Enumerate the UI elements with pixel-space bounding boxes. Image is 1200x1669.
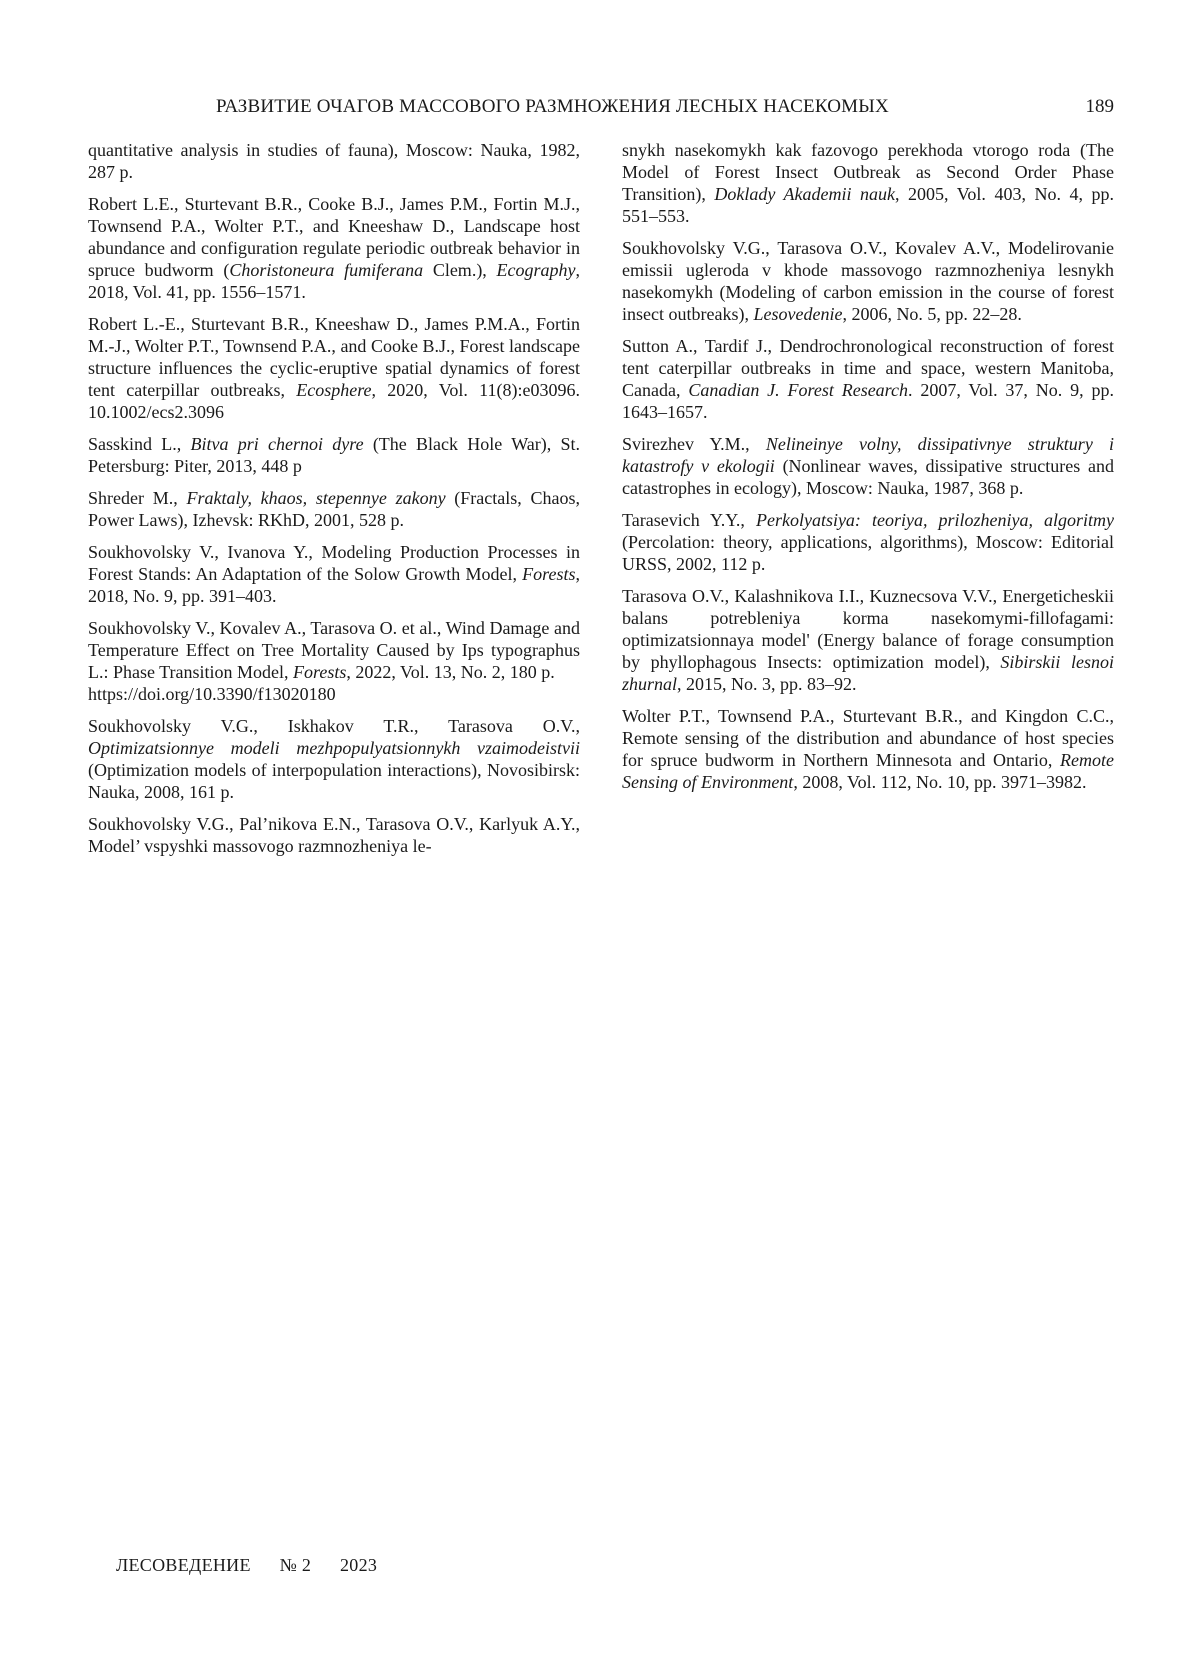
issue-number: № 2 <box>280 1555 312 1575</box>
reference-entry: Sutton A., Tardif J., Dendrochronological reconstruction of forest tent caterpillar outbreaks in time and space, western Manitoba, Canada, Canadian J. Forest Research. 2007, Vol. 37, No. 9, pp. 1643–1657. <box>622 335 1114 423</box>
reference-entry: Soukhovolsky V.G., Pal’nikova E.N., Tarasova O.V., Karlyuk A.Y., Model’ vspyshki massovogo razmnozheniya le- <box>88 813 580 857</box>
left-column <box>88 139 580 867</box>
reference-entry: Tarasevich Y.Y., Perkolyatsiya: teoriya, prilozheniya, algoritmy (Percolation: theory, applications, algorithms), Moscow: Editorial URSS, 2002, 112 p. <box>622 509 1114 575</box>
journal-name: ЛЕСОВЕДЕНИЕ <box>116 1555 251 1575</box>
reference-entry: Robert L.-E., Sturtevant B.R., Kneeshaw D., James P.M.A., Fortin M.-J., Wolter P.T., Townsend P.A., and Cooke B.J., Forest landscape structure influences the cyclic-eruptive spatial dynamics of forest tent caterpillar outbreaks, Ecosphere, 2020, Vol. 11(8):e03096. 10.1002/ecs2.3096 <box>88 313 580 423</box>
reference-entry: Soukhovolsky V.G., Iskhakov T.R., Tarasova O.V., Optimizatsionnye modeli mezhpopulyatsionnykh vzaimodeistvii (Optimization models of interpopulation interactions), Novosibirsk: Nauka, 2008, 161 p. <box>88 715 580 803</box>
reference-entry: Tarasova O.V., Kalashnikova I.I., Kuznecsova V.V., Energeticheskii balans potrebleniya korma nasekomymi-fillofagami: optimizatsionnaya model' (Energy balance of forage consumption by phyllophagous Insects: optimization model), Sibirskii lesnoi zhurnal, 2015, No. 3, pp. 83–92. <box>622 585 1114 695</box>
right-column <box>622 139 1114 803</box>
reference-entry: Svirezhev Y.M., Nelineinye volny, dissipativnye struktury i katastrofy v ekologii (Nonlinear waves, dissipative structures and catastrophes in ecology), Moscow: Nauka, 1987, 368 p. <box>622 433 1114 499</box>
publication-year: 2023 <box>340 1555 377 1575</box>
reference-entry: Robert L.E., Sturtevant B.R., Cooke B.J., James P.M., Fortin M.J., Townsend P.A., Wolter P.T., and Kneeshaw D., Landscape host abundance and configuration regulate periodic outbreak behavior in spruce budworm (Choristoneura fumiferana Clem.), Ecography, 2018, Vol. 41, pp. 1556–1571. <box>88 193 580 303</box>
reference-entry: Soukhovolsky V., Kovalev A., Tarasova O. et al., Wind Damage and Temperature Effect on Tree Mortality Caused by Ips typographus L.: Phase Transition Model, Forests, 2022, Vol. 13, No. 2, 180 p. https://doi.org/10.3390/f13020180 <box>88 617 580 705</box>
reference-entry: snykh nasekomykh kak fazovogo perekhoda vtorogo roda (The Model of Forest Insect Outbreak as Second Order Phase Transition), Doklady Akademii nauk, 2005, Vol. 403, No. 4, pp. 551–553. <box>622 139 1114 227</box>
running-title: РАЗВИТИЕ ОЧАГОВ МАССОВОГО РАЗМНОЖЕНИЯ ЛЕСНЫХ НАСЕКОМЫХ <box>216 96 889 118</box>
reference-entry: Wolter P.T., Townsend P.A., Sturtevant B.R., and Kingdon C.C., Remote sensing of the distribution and abundance of host species for spruce budworm in Northern Minnesota and Ontario, Remote Sensing of Environment, 2008, Vol. 112, No. 10, pp. 3971–3982. <box>622 705 1114 793</box>
reference-entry: Soukhovolsky V.G., Tarasova O.V., Kovalev A.V., Modelirovanie emissii ugleroda v khode massovogo razmnozheniya lesnykh nasekomykh (Modeling of carbon emission in the course of forest insect outbreaks), Lesovedenie, 2006, No. 5, pp. 22–28. <box>622 237 1114 325</box>
reference-entry: Sasskind L., Bitva pri chernoi dyre (The Black Hole War), St. Petersburg: Piter, 2013, 448 p <box>88 433 580 477</box>
page-number: 189 <box>1086 96 1115 118</box>
reference-entry: Soukhovolsky V., Ivanova Y., Modeling Production Processes in Forest Stands: An Adaptation of the Solow Growth Model, Forests, 2018, No. 9, pp. 391–403. <box>88 541 580 607</box>
reference-entry: quantitative analysis in studies of fauna), Moscow: Nauka, 1982, 287 p. <box>88 139 580 183</box>
running-head <box>88 96 1114 122</box>
journal-footer <box>116 1555 401 1576</box>
doi-link[interactable]: https://doi.org/10.3390/f13020180 <box>88 683 580 705</box>
reference-entry: Shreder M., Fraktaly, khaos, stepennye zakony (Fractals, Chaos, Power Laws), Izhevsk: RKhD, 2001, 528 p. <box>88 487 580 531</box>
